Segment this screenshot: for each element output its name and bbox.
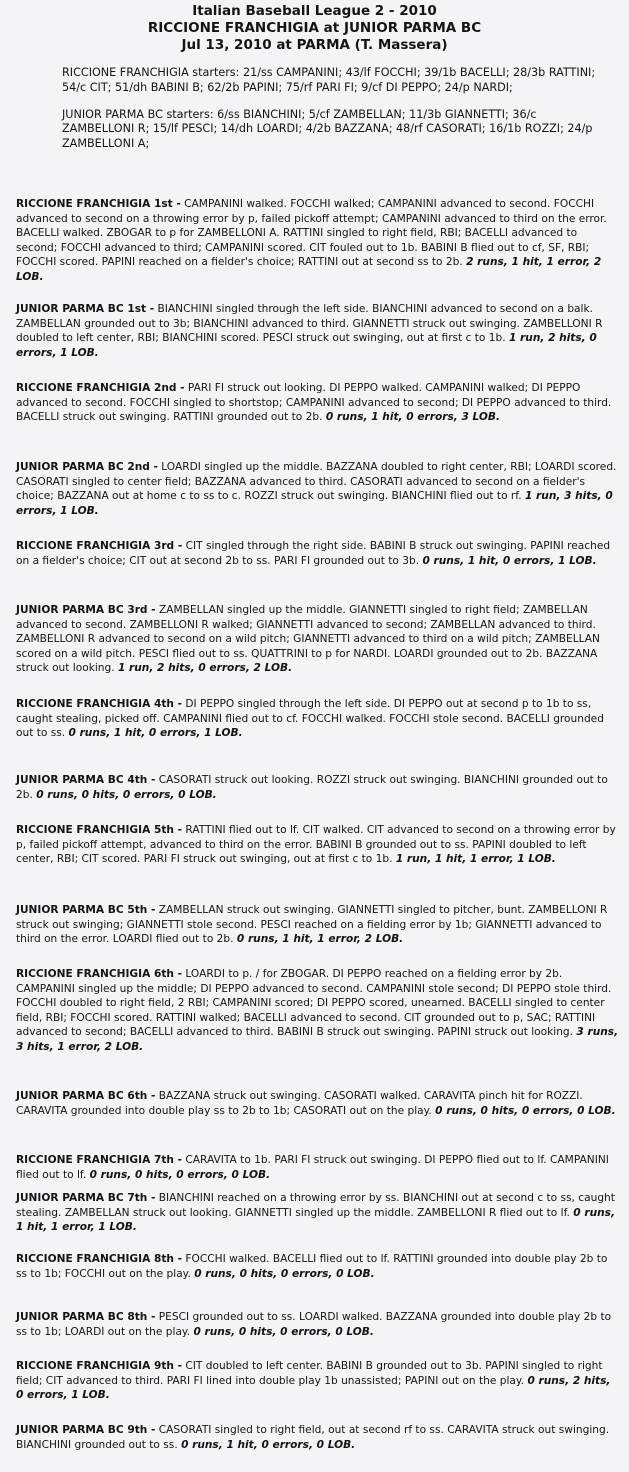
starters-section bbox=[62, 66, 611, 152]
inning-team-label: JUNIOR PARMA BC 8th - bbox=[16, 1311, 156, 1323]
inning-paragraph bbox=[16, 302, 621, 360]
inning-totals: 0 runs, 0 hits, 0 errors, 0 LOB. bbox=[89, 1168, 271, 1181]
inning-totals: 0 runs, 1 hit, 0 errors, 1 LOB. bbox=[422, 554, 597, 567]
inning-plays: CIT singled through the right side. BABINI B struck out swinging. PAPINI reached on a fielder's choice; CIT out at second 2b to ss. PARI FI grounded out to 3b. bbox=[16, 540, 611, 567]
inning-team-label: RICCIONE FRANCHIGIA 9th - bbox=[16, 1360, 183, 1372]
inning-team-label: JUNIOR PARMA BC 1st - bbox=[16, 303, 155, 315]
inning-totals: 0 runs, 1 hit, 0 errors, 1 LOB. bbox=[68, 727, 243, 740]
inning-team-label: RICCIONE FRANCHIGIA 3rd - bbox=[16, 540, 183, 552]
inning-team-label: RICCIONE FRANCHIGIA 2nd - bbox=[16, 382, 185, 394]
inning-plays: BAZZANA struck out swinging. CASORATI walked. CARAVITA pinch hit for ROZZI. CARAVITA grounded into double play ss to 2b to 1b; CASORATI out on the play. bbox=[16, 1090, 583, 1117]
inning-plays: RATTINI flied out to lf. CIT walked. CIT advanced to second on a throwing error by p, failed pickoff attempt, advanced to third on the error. BABINI B grounded out to ss. PAPINI doubled to left center, RBI; CIT scored. PARI FI struck out swinging, out at first c to 1b. bbox=[16, 824, 616, 866]
inning-team-label: JUNIOR PARMA BC 4th - bbox=[16, 774, 156, 786]
inning-team-label: RICCIONE FRANCHIGIA 8th - bbox=[16, 1253, 183, 1265]
inning-team-label: RICCIONE FRANCHIGIA 5th - bbox=[16, 824, 183, 836]
inning-paragraph bbox=[16, 1252, 621, 1281]
visitor-starters: RICCIONE FRANCHIGIA starters: 21/ss CAMPANINI; 43/lf FOCCHI; 39/1b BACELLI; 28/3b RATTINI; 54/c CIT; 51/dh BABINI B; 62/2b PAPINI; 75/rf PARI FI; 9/cf DI PEPPO; 24/p NARDI; bbox=[62, 66, 596, 94]
inning-paragraph bbox=[16, 1310, 621, 1339]
inning-totals: 0 runs, 2 hits, 0 errors, 1 LOB. bbox=[16, 1374, 611, 1402]
inning-plays: BIANCHINI reached on a throwing error by ss. BIANCHINI out at second c to ss, caught stealing. ZAMBELLAN struck out looking. GIANNETTI singled up the middle. ZAMBELLONI R flied out to lf. bbox=[16, 1192, 615, 1219]
inning-totals: 0 runs, 1 hit, 1 error, 2 LOB. bbox=[236, 933, 404, 946]
inning-team-label: RICCIONE FRANCHIGIA 4th - bbox=[16, 698, 183, 710]
matchup-title: RICCIONE FRANCHIGIA at JUNIOR PARMA BC bbox=[147, 20, 482, 36]
inning-team-label: RICCIONE FRANCHIGIA 7th - bbox=[16, 1154, 183, 1166]
inning-totals: 0 runs, 0 hits, 0 errors, 0 LOB. bbox=[36, 788, 217, 801]
inning-totals: 1 run, 2 hits, 0 errors, 2 LOB. bbox=[117, 662, 293, 675]
inning-plays: FOCCHI walked. BACELLI flied out to lf. RATTINI grounded into double play 2b to ss to 1b; FOCCHI out on the play. bbox=[16, 1253, 608, 1280]
inning-totals: 1 run, 1 hit, 1 error, 1 LOB. bbox=[395, 853, 556, 866]
inning-plays: DI PEPPO singled through the left side. DI PEPPO out at second p to 1b to ss, caught stealing, picked off. CAMPANINI flied out to cf. FOCCHI walked. FOCCHI stole second. BACELLI grounded out to ss. bbox=[16, 698, 604, 740]
inning-plays: PARI FI struck out looking. DI PEPPO walked. CAMPANINI walked; DI PEPPO advanced to second. FOCCHI singled to shortstop; CAMPANINI advanced to second; DI PEPPO advanced to third. BACELLI struck out swinging. RATTINI grounded out to 2b. bbox=[16, 382, 612, 424]
inning-totals: 0 runs, 1 hit, 0 errors, 3 LOB. bbox=[325, 411, 501, 424]
inning-plays: CASORATI struck out looking. ROZZI struck out swinging. BIANCHINI grounded out to 2b. bbox=[16, 774, 608, 801]
inning-totals: 1 run, 2 hits, 0 errors, 1 LOB. bbox=[16, 332, 597, 359]
inning-paragraph bbox=[16, 773, 621, 802]
inning-plays: LOARDI singled up the middle. BAZZANA doubled to right center, RBI; LOARDI scored. CASORATI singled to center field; BAZZANA advanced to third. CASORATI advanced to second on a fielder's choice; BAZZANA out at home c to ss to c. ROZZI struck out swinging. BIANCHINI flied out to rf. bbox=[16, 461, 617, 503]
inning-totals: 1 run, 3 hits, 0 errors, 1 LOB. bbox=[16, 490, 613, 517]
game-header bbox=[0, 0, 629, 54]
inning-plays: PESCI grounded out to ss. LOARDI walked. BAZZANA grounded into double play 2b to ss to 1b; LOARDI out on the play. bbox=[16, 1311, 612, 1338]
inning-totals: 3 runs, 3 hits, 1 error, 2 LOB. bbox=[16, 1026, 619, 1053]
inning-plays: BIANCHINI singled through the left side. BIANCHINI advanced to second on a balk. ZAMBELLAN grounded out to 3b; BIANCHINI advanced to third. GIANNETTI struck out swinging. ZAMBELLONI R doubled to left center, RBI; BIANCHINI scored. PESCI struck out swinging, out at first c to 1b. bbox=[16, 303, 603, 345]
inning-paragraph bbox=[16, 460, 621, 518]
inning-paragraph bbox=[16, 1191, 621, 1235]
date-place: Jul 13, 2010 at PARMA (T. Massera) bbox=[181, 37, 448, 53]
inning-totals: 0 runs, 0 hits, 0 errors, 0 LOB. bbox=[194, 1267, 375, 1280]
inning-paragraph bbox=[16, 903, 621, 947]
inning-paragraph bbox=[16, 1423, 621, 1452]
inning-paragraph bbox=[16, 1153, 621, 1182]
home-starters: JUNIOR PARMA BC starters: 6/ss BIANCHINI; 5/cf ZAMBELLAN; 11/3b GIANNETTI; 36/c ZAMBELLONI R; 15/lf PESCI; 14/dh LOARDI; 4/2b BAZZANA; 48/rf CASORATI; 16/1b ROZZI; 24/p ZAMBELLONI A; bbox=[62, 107, 593, 151]
inning-plays: CARAVITA to 1b. PARI FI struck out swinging. DI PEPPO flied out to lf. CAMPANINI flied out to lf. bbox=[16, 1154, 609, 1181]
inning-plays: CASORATI singled to right field, out at second rf to ss. CARAVITA struck out swinging. BIANCHINI grounded out to ss. bbox=[16, 1424, 610, 1451]
inning-paragraph bbox=[16, 1359, 621, 1403]
inning-team-label: JUNIOR PARMA BC 6th - bbox=[16, 1090, 156, 1102]
inning-paragraph bbox=[16, 381, 621, 425]
inning-paragraph bbox=[16, 603, 621, 676]
inning-plays: ZAMBELLAN singled up the middle. GIANNETTI singled to right field; ZAMBELLAN advanced to second. ZAMBELLONI R walked; GIANNETTI advanced to second; ZAMBELLAN advanced to third. ZAMBELLONI R advanced to second on a wild pitch; GIANNETTI advanced to third on a wild pitch; ZAMBELLAN scored on a wild pitch. PESCI flied out to ss. QUATTRINI to p for NARDI. LOARDI grounded out to 2b. BAZZANA struck out looking. bbox=[16, 604, 600, 675]
inning-team-label: JUNIOR PARMA BC 3rd - bbox=[16, 604, 156, 616]
inning-team-label: JUNIOR PARMA BC 5th - bbox=[16, 904, 156, 916]
inning-team-label: RICCIONE FRANCHIGIA 1st - bbox=[16, 198, 181, 210]
inning-totals: 2 runs, 1 hit, 1 error, 2 LOB. bbox=[16, 256, 602, 283]
inning-paragraph bbox=[16, 697, 621, 741]
inning-paragraph bbox=[16, 967, 621, 1055]
inning-paragraph bbox=[16, 1089, 621, 1118]
inning-totals: 0 runs, 1 hit, 1 error, 1 LOB. bbox=[16, 1206, 615, 1234]
inning-plays: LOARDI to p. / for ZBOGAR. DI PEPPO reached on a fielding error by 2b. CAMPANINI singled up the middle; DI PEPPO advanced to second. CAMPANINI stole second; DI PEPPO stole third. FOCCHI doubled to right field, 2 RBI; CAMPANINI scored; DI PEPPO scored, unearned. BACELLI singled to center field, RBI; FOCCHI scored. RATTINI walked; BACELLI advanced to second. CIT grounded out to p, SAC; RATTINI advanced to second; BACELLI advanced to third. BABINI B struck out swinging. PAPINI struck out looking. bbox=[16, 968, 612, 1039]
inning-plays: CAMPANINI walked. FOCCHI walked; CAMPANINI advanced to second. FOCCHI advanced to second on a throwing error by p, failed pickoff attempt; CAMPANINI advanced to third on the error. BACELLI walked. ZBOGAR to p for ZAMBELLONI A. RATTINI singled to right field, RBI; BACELLI advanced to second; FOCCHI advanced to third; CAMPANINI scored. CIT fouled out to 1b. BABINI B flied out to cf, SF, RBI; FOCCHI scored. PAPINI reached on a fielder's choice; RATTINI out at second ss to 2b. bbox=[16, 198, 607, 269]
inning-totals: 0 runs, 0 hits, 0 errors, 0 LOB. bbox=[435, 1104, 616, 1117]
inning-paragraph bbox=[16, 539, 621, 568]
inning-plays: CIT doubled to left center. BABINI B grounded out to 3b. PAPINI singled to right field; CIT advanced to third. PARI FI lined into double play 1b unassisted; PAPINI out on the play. bbox=[16, 1360, 603, 1387]
inning-paragraph bbox=[16, 823, 621, 867]
league-title: Italian Baseball League 2 - 2010 bbox=[192, 3, 437, 19]
inning-team-label: RICCIONE FRANCHIGIA 6th - bbox=[16, 968, 183, 980]
inning-paragraph bbox=[16, 197, 621, 285]
inning-totals: 0 runs, 1 hit, 0 errors, 0 LOB. bbox=[181, 1438, 356, 1451]
inning-plays: ZAMBELLAN struck out swinging. GIANNETTI singled to pitcher, bunt. ZAMBELLONI R struck out swinging; GIANNETTI stole second. PESCI reached on a fielding error by 1b; GIANNETTI advanced to third on the error. LOARDI flied out to 2b. bbox=[16, 904, 608, 946]
inning-team-label: JUNIOR PARMA BC 2nd - bbox=[16, 461, 158, 473]
inning-team-label: JUNIOR PARMA BC 9th - bbox=[16, 1424, 156, 1436]
inning-totals: 0 runs, 0 hits, 0 errors, 0 LOB. bbox=[193, 1325, 374, 1338]
inning-team-label: JUNIOR PARMA BC 7th - bbox=[16, 1192, 156, 1204]
